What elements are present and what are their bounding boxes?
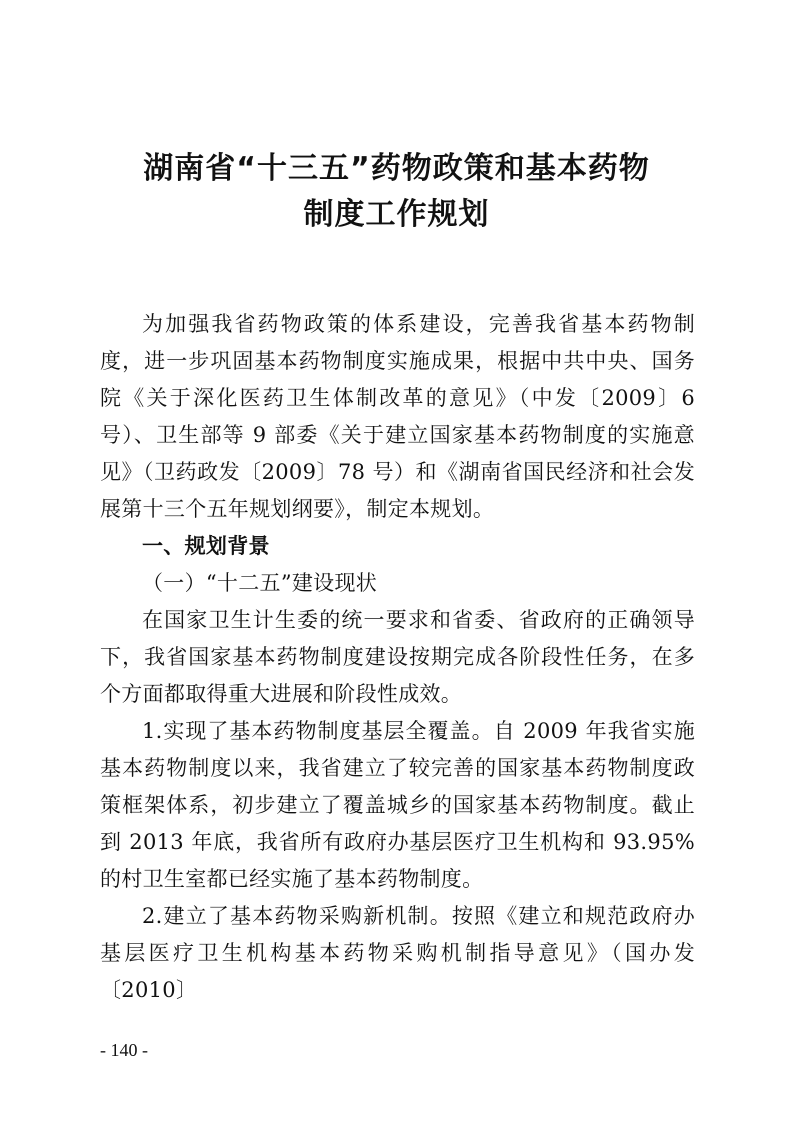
document-title-line-1: 湖南省“十三五”药物政策和基本药物: [143, 151, 650, 186]
subsection-heading-status: （一）“十二五”建设现状: [142, 571, 378, 595]
status-paragraph: 在国家卫生计生委的统一要求和省委、省政府的正确领导下，我省国家基本药物制度建设按期完成各阶段性任务，在多个方面都取得重大进展和阶段性成效。: [100, 608, 695, 706]
document-title-line-2: 制度工作规划: [303, 197, 490, 232]
page-number: - 140 -: [100, 1040, 148, 1060]
achievement-paragraph-1: 1.实现了基本药物制度基层全覆盖。自 2009 年我省实施基本药物制度以来，我省建立了较完善的国家基本药物制度政策框架体系，初步建立了覆盖城乡的国家基本药物制度。截止到 2013 年底，我省所有政府办基层医疗卫生机构和 93.95%的村卫生室都已经实施了基本药物制度。: [100, 719, 695, 891]
section-heading-background: 一、规划背景: [142, 534, 270, 558]
intro-paragraph: 为加强我省药物政策的体系建设，完善我省基本药物制度，进一步巩固基本药物制度实施成果，根据中共中央、国务院《关于深化医药卫生体制改革的意见》（中发〔2009〕6 号）、卫生部等 9 部委《关于建立国家基本药物制度的实施意见》（卫药政发〔2009〕78 号）和《湖南省国民经济和社会发展第十三个五年规划纲要》，制定本规划。: [100, 312, 695, 521]
achievement-paragraph-2: 2.建立了基本药物采购新机制。按照《建立和规范政府办基层医疗卫生机构基本药物采购机制指导意见》（国办发〔2010〕: [100, 904, 695, 1002]
document-body: [100, 306, 695, 1009]
